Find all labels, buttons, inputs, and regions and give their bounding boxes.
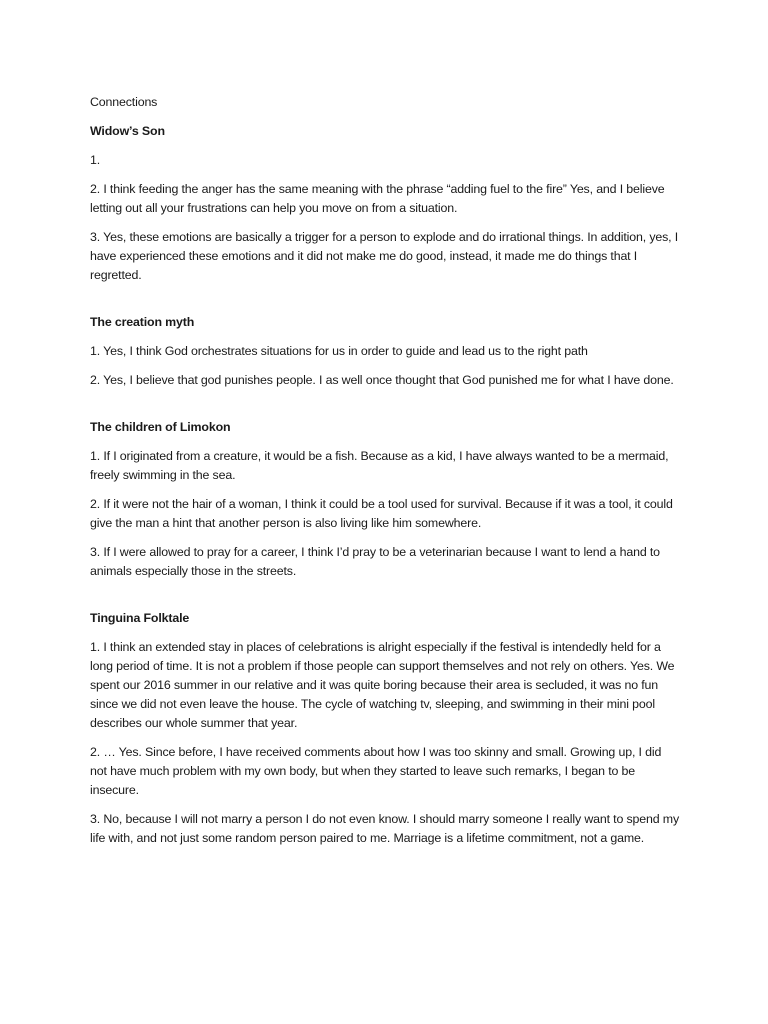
paragraph: 1. Yes, I think God orchestrates situations for us in order to guide and lead us to the right path [90,344,588,358]
paragraph: 2. I think feeding the anger has the same meaning with the phrase “adding fuel to the fire” Yes, and I believe letting out all your frustrations can help you move on from a situation. [90,182,665,215]
section-heading: Tinguina Folktale [90,611,190,625]
section-tinguina-folktale [90,609,680,848]
paragraph: 2. … Yes. Since before, I have received comments about how I was too skinny and small. Growing up, I did not have much problem with my own body, but when they started to leave such remarks, I began to be insecure. [90,745,662,797]
section-widows-son [90,122,680,285]
paragraph: 3. Yes, these emotions are basically a trigger for a person to explode and do irrational things. In addition, yes, I have experienced these emotions and it did not make me do good, instead, it made me do things that I regretted. [90,230,679,282]
paragraph: 3. No, because I will not marry a person I do not even know. I should marry someone I really want to spend my life with, and not just some random person paired to me. Marriage is a lifetime commitment, not a game. [90,812,680,845]
section-creation-myth [90,313,680,390]
paragraph: 2. If it were not the hair of a woman, I think it could be a tool used for survival. Because if it was a tool, it could give the man a hint that another person is also living like him somewhere. [90,497,673,530]
paragraph: 1. [90,153,101,167]
paragraph: 1. If I originated from a creature, it would be a fish. Because as a kid, I have always wanted to be a mermaid, freely swimming in the sea. [90,449,669,482]
paragraph: 1. I think an extended stay in places of celebrations is alright especially if the festival is intendedly held for a long period of time. It is not a problem if those people can support themselves and not rely on others. Yes. We spent our 2016 summer in our relative and it was quite boring because their area is secluded, it was no fun since we did not even leave the house. The cycle of watching tv, sleeping, and swimming in their mini pool describes our whole summer that year. [90,640,675,730]
section-heading: The children of Limokon [90,420,231,434]
section-heading: The creation myth [90,315,195,329]
document-page [90,93,680,858]
paragraph: 2. Yes, I believe that god punishes people. I as well once thought that God punished me for what I have done. [90,373,674,387]
section-heading: Widow’s Son [90,124,165,138]
document-title: Connections [90,95,158,109]
section-children-of-limokon [90,418,680,581]
paragraph: 3. If I were allowed to pray for a career, I think I’d pray to be a veterinarian because I want to lend a hand to animals especially those in the streets. [90,545,660,578]
